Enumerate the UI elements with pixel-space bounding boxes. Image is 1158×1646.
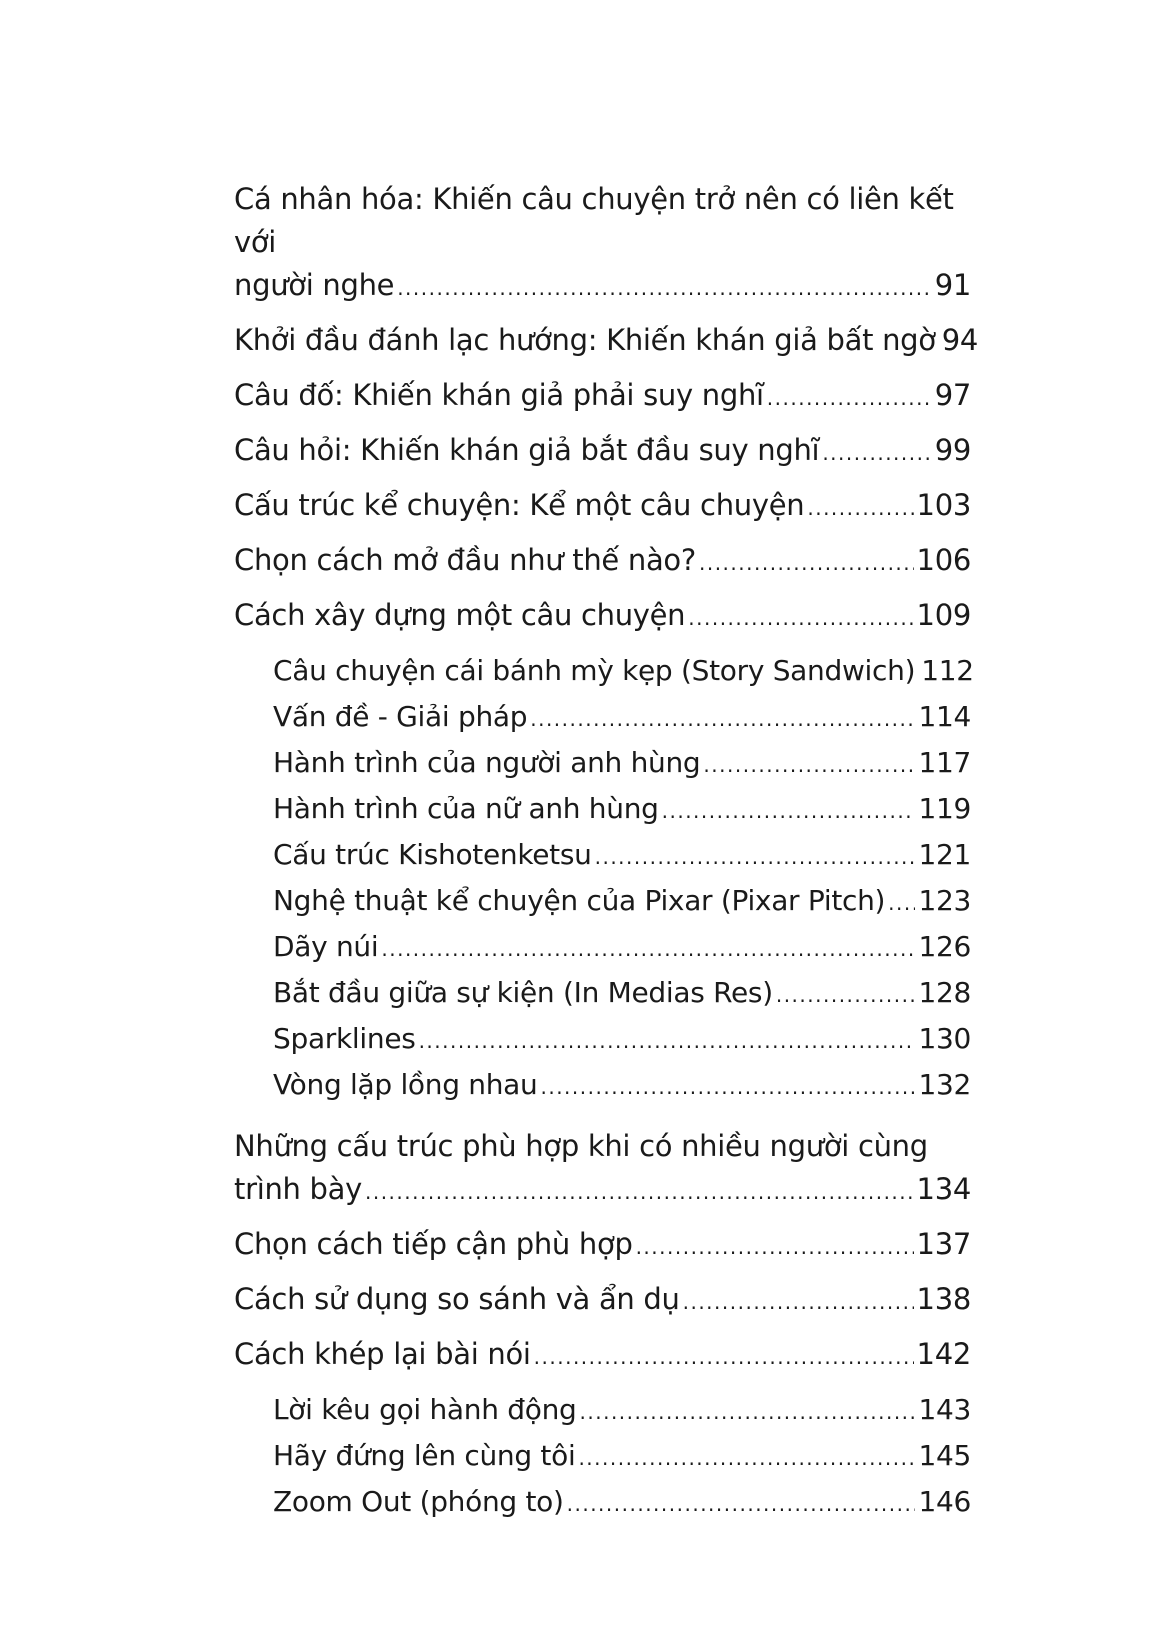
toc-subentry[interactable] [273, 971, 971, 1017]
toc-entry-title: Câu đố: Khiến khán giả phải suy nghĩ [234, 378, 764, 412]
toc-subentry-title: Hãy đứng lên cùng tôi [273, 1439, 576, 1472]
toc-page-number: 134 [916, 1172, 971, 1206]
toc-page-number: 128 [918, 976, 971, 1009]
toc-subentry-title: Câu chuyện cái bánh mỳ kẹp (Story Sandwich) [273, 654, 916, 687]
toc-entry[interactable] [234, 429, 971, 475]
toc-entry[interactable] [234, 1333, 971, 1379]
toc-page-number: 121 [918, 838, 971, 871]
toc-page-number: 142 [916, 1337, 971, 1371]
dot-leader [636, 1226, 914, 1269]
dot-leader [888, 881, 915, 925]
toc-entry[interactable] [234, 374, 971, 420]
toc-subentry-title: Vấn đề - Giải pháp [273, 700, 528, 733]
toc-entry-title: Cách xây dựng một câu chuyện [234, 598, 686, 632]
dot-leader [381, 927, 915, 971]
toc-subentry[interactable] [273, 1434, 971, 1480]
dot-leader [534, 1336, 914, 1379]
toc-page-number: 97 [934, 378, 971, 412]
toc-page-number: 132 [918, 1068, 971, 1101]
dot-leader [776, 973, 916, 1017]
toc-page-number: 91 [934, 268, 971, 302]
toc-subentry-title: Vòng lặp lồng nhau [273, 1068, 538, 1101]
toc-entry[interactable] [234, 178, 971, 310]
toc-page-number: 117 [918, 746, 971, 779]
dot-leader [688, 597, 913, 640]
dot-leader [703, 743, 915, 787]
toc-page-number: 114 [918, 700, 971, 733]
toc-subentry[interactable] [273, 695, 971, 741]
toc-subentry-title: Lời kêu gọi hành động [273, 1393, 577, 1426]
toc-entry[interactable] [234, 594, 971, 640]
toc-entry-title: Cách khép lại bài nói [234, 1337, 531, 1371]
dot-leader [683, 1281, 914, 1324]
dot-leader [397, 267, 931, 310]
toc-page-number: 123 [918, 884, 971, 917]
dot-leader [567, 1482, 916, 1526]
toc-subentry-title: Nghệ thuật kể chuyện của Pixar (Pixar Pitch) [273, 884, 886, 917]
toc-page-number: 112 [921, 654, 974, 687]
toc-entry[interactable] [234, 539, 971, 585]
toc-page-number: 106 [916, 543, 971, 577]
toc-subentry-title: Hành trình của người anh hùng [273, 746, 701, 779]
toc-subentry[interactable] [273, 741, 971, 787]
toc-page-number: 103 [916, 488, 971, 522]
toc-page-number: 145 [918, 1439, 971, 1472]
toc-subentry-title: Bắt đầu giữa sự kiện (In Medias Res) [273, 976, 773, 1009]
dot-leader [365, 1171, 914, 1214]
toc-page-number: 109 [916, 598, 971, 632]
table-of-contents [234, 178, 979, 1526]
dot-leader [578, 1436, 915, 1480]
toc-subentry[interactable] [273, 649, 974, 695]
toc-subentry-title: Hành trình của nữ anh hùng [273, 792, 659, 825]
toc-page-number: 137 [916, 1227, 971, 1261]
toc-page-number: 130 [918, 1022, 971, 1055]
toc-page-number: 138 [916, 1282, 971, 1316]
toc-entry-title: Khởi đầu đánh lạc hướng: Khiến khán giả bất ngờ [234, 323, 936, 357]
toc-page-number: 99 [934, 433, 971, 467]
dot-leader [822, 432, 931, 475]
dot-leader [767, 377, 932, 420]
toc-entry-title-line1: Những cấu trúc phù hợp khi có nhiều người cùng [234, 1129, 928, 1163]
toc-subentry[interactable] [273, 879, 971, 925]
toc-subentry-title: Dãy núi [273, 930, 379, 963]
toc-entry-title: Cách sử dụng so sánh và ẩn dụ [234, 1282, 680, 1316]
toc-entry-title: Câu hỏi: Khiến khán giả bắt đầu suy nghĩ [234, 433, 820, 467]
toc-entry-title: Chọn cách mở đầu như thế nào? [234, 543, 696, 577]
toc-subentry-title: Zoom Out (phóng to) [273, 1485, 564, 1518]
toc-entry-title: người nghe [234, 268, 395, 302]
toc-page-number: 146 [918, 1485, 971, 1518]
dot-leader [580, 1390, 916, 1434]
toc-entry[interactable] [234, 1125, 971, 1214]
toc-page-number: 143 [918, 1393, 971, 1426]
dot-leader [419, 1019, 916, 1063]
toc-entry[interactable] [234, 1223, 971, 1269]
dot-leader [699, 542, 914, 585]
toc-page-number: 126 [918, 930, 971, 963]
toc-page-number: 94 [941, 323, 979, 357]
toc-entry-title: Chọn cách tiếp cận phù hợp [234, 1227, 633, 1261]
toc-entry-title-line1: Cá nhân hóa: Khiến câu chuyện trở nên có liên kết với [234, 182, 954, 259]
dot-leader [595, 835, 916, 879]
toc-subentry[interactable] [273, 833, 971, 879]
toc-entry-title: trình bày [234, 1172, 362, 1206]
toc-subentry[interactable] [273, 1063, 971, 1109]
toc-subentry[interactable] [273, 1388, 971, 1434]
toc-subentry-title: Sparklines [273, 1022, 416, 1055]
toc-subentry-title: Cấu trúc Kishotenketsu [273, 838, 592, 871]
toc-page-number: 119 [918, 792, 971, 825]
toc-subentry[interactable] [273, 1480, 971, 1526]
toc-entry-title: Cấu trúc kể chuyện: Kể một câu chuyện [234, 488, 805, 522]
dot-leader [807, 487, 913, 530]
toc-subentry[interactable] [273, 1017, 971, 1063]
toc-entry[interactable] [234, 1278, 971, 1324]
toc-subentry[interactable] [273, 787, 971, 833]
toc-entry[interactable] [234, 484, 971, 530]
toc-subentry[interactable] [273, 925, 971, 971]
toc-entry[interactable] [234, 319, 979, 365]
dot-leader [530, 697, 915, 741]
dot-leader [662, 789, 916, 833]
dot-leader [540, 1065, 915, 1109]
